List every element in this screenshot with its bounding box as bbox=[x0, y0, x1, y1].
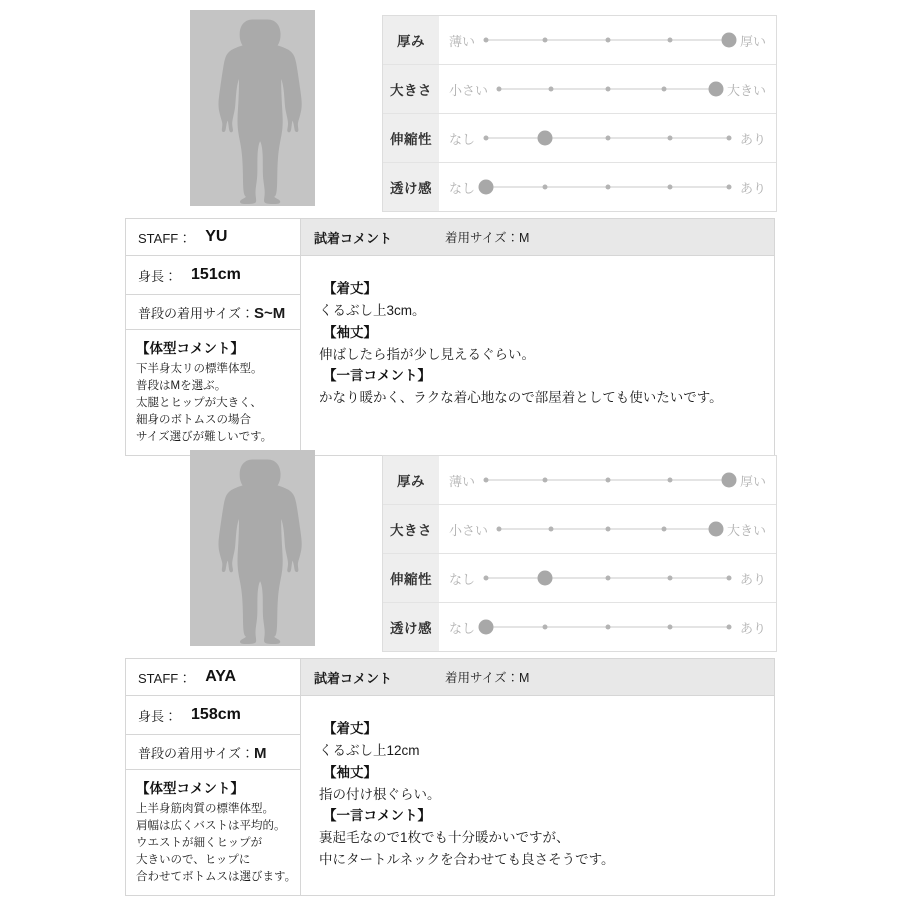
worn-size-label: 着用サイズ：M bbox=[445, 671, 530, 685]
rating-label: 伸縮性 bbox=[383, 554, 439, 602]
rating-left-label: なし bbox=[449, 180, 476, 196]
rating-dot-2[interactable] bbox=[542, 185, 547, 190]
rating-dot-5[interactable] bbox=[708, 522, 723, 537]
rating-left-label: なし bbox=[449, 620, 476, 636]
rating-dot-3[interactable] bbox=[605, 625, 610, 630]
fitting-comment-column bbox=[301, 659, 774, 895]
rating-dot-2[interactable] bbox=[549, 87, 554, 92]
rating-right-label: あり bbox=[739, 180, 766, 196]
rating-dot-4[interactable] bbox=[661, 87, 666, 92]
usual-size-value: S~M bbox=[253, 304, 286, 322]
rating-dot-1[interactable] bbox=[497, 87, 502, 92]
rating-row-大きさ bbox=[383, 65, 776, 114]
rating-dot-2[interactable] bbox=[542, 478, 547, 483]
comment-section-text: くるぶし上12cm bbox=[319, 742, 420, 758]
rating-dot-3[interactable] bbox=[605, 185, 610, 190]
rating-scale bbox=[439, 16, 776, 64]
comment-section-text: くるぶし上3cm。 bbox=[319, 302, 426, 318]
staff-height-cell bbox=[126, 256, 300, 295]
staff-name-cell bbox=[126, 659, 300, 696]
rating-left-label: 薄い bbox=[449, 33, 476, 49]
rating-row-伸縮性 bbox=[383, 554, 776, 603]
rating-dot-4[interactable] bbox=[668, 136, 673, 141]
comment-section-heading: 【袖丈】 bbox=[323, 764, 377, 780]
worn-size-label: 着用サイズ：M bbox=[445, 231, 530, 245]
rating-dot-3[interactable] bbox=[605, 38, 610, 43]
rating-dot-1[interactable] bbox=[479, 180, 494, 195]
rating-scale bbox=[439, 456, 776, 504]
fitting-comment-column bbox=[301, 219, 774, 455]
body-silhouette-figure bbox=[190, 10, 315, 206]
rating-scale bbox=[439, 554, 776, 602]
body-comment-line: 合わせてボトムスは選びます。 bbox=[136, 871, 297, 884]
rating-row-厚み bbox=[383, 456, 776, 505]
rating-label: 厚み bbox=[383, 16, 439, 64]
rating-scale bbox=[439, 114, 776, 162]
rating-left-label: 小さい bbox=[449, 82, 489, 98]
rating-dot-3[interactable] bbox=[605, 576, 610, 581]
rating-scale bbox=[439, 65, 776, 113]
rating-row-厚み bbox=[383, 16, 776, 65]
rating-dot-2[interactable] bbox=[542, 625, 547, 630]
comment-section-heading: 【袖丈】 bbox=[323, 324, 377, 340]
comment-section-text: かなり暖かく、ラクな着心地なので部屋着としても使いたいです。 bbox=[319, 390, 723, 406]
rating-dot-5[interactable] bbox=[726, 136, 731, 141]
comment-section-text: 伸ばしたら指が少し見えるぐらい。 bbox=[319, 346, 535, 362]
staff-body-comment-cell bbox=[126, 330, 300, 455]
fit-ratings-table bbox=[382, 15, 777, 212]
rating-track[interactable] bbox=[482, 31, 733, 49]
rating-dot-1[interactable] bbox=[484, 576, 489, 581]
staff-profile-column bbox=[126, 219, 301, 455]
rating-dot-5[interactable] bbox=[708, 82, 723, 97]
comment-section-text: 裏起毛なので1枚でも十分暖かいですが、 bbox=[319, 830, 570, 846]
rating-dot-4[interactable] bbox=[668, 478, 673, 483]
rating-label: 透け感 bbox=[383, 603, 439, 651]
fitting-comment-header bbox=[301, 659, 774, 696]
silhouette-icon bbox=[190, 10, 315, 206]
rating-dot-1[interactable] bbox=[497, 527, 502, 532]
rating-dot-5[interactable] bbox=[726, 625, 731, 630]
comment-section-heading: 【着丈】 bbox=[323, 721, 377, 736]
body-comment-line: 上半身筋肉質の標準体型。 bbox=[136, 803, 274, 815]
staff-height-cell bbox=[126, 696, 300, 735]
body-comment-title: 【体型コメント】 bbox=[136, 781, 244, 796]
rating-right-label: 厚い bbox=[739, 33, 766, 49]
height-value: 151cm bbox=[191, 266, 241, 283]
staff-name-value: AYA bbox=[205, 668, 237, 685]
body-comment-line: 大きいので、ヒップに bbox=[136, 854, 251, 867]
usual-size-label: 普段の着用サイズ： bbox=[138, 305, 254, 321]
rating-dot-1[interactable] bbox=[484, 38, 489, 43]
rating-dot-5[interactable] bbox=[726, 576, 731, 581]
staff-usual-size-cell bbox=[126, 735, 300, 770]
rating-dot-2[interactable] bbox=[537, 571, 552, 586]
rating-dot-5[interactable] bbox=[721, 473, 736, 488]
staff-info-table bbox=[125, 218, 775, 456]
rating-scale bbox=[439, 505, 776, 553]
staff-name-cell bbox=[126, 219, 300, 256]
usual-size-value: M bbox=[253, 744, 267, 762]
rating-dot-3[interactable] bbox=[605, 478, 610, 483]
rating-dot-4[interactable] bbox=[668, 576, 673, 581]
rating-scale bbox=[439, 603, 776, 651]
rating-dot-1[interactable] bbox=[479, 620, 494, 635]
rating-row-透け感 bbox=[383, 163, 776, 211]
staff-info-table bbox=[125, 658, 775, 896]
body-comment-line: サイズ選びが難しいです。 bbox=[136, 431, 273, 444]
body-comment-line: 肩幅は広くバストは平均的。 bbox=[136, 820, 286, 833]
rating-label: 伸縮性 bbox=[383, 114, 439, 162]
rating-row-透け感 bbox=[383, 603, 776, 651]
usual-size-label: 普段の着用サイズ： bbox=[138, 745, 254, 761]
rating-dot-4[interactable] bbox=[668, 185, 673, 190]
rating-dot-5[interactable] bbox=[721, 33, 736, 48]
fitting-comment-body bbox=[301, 696, 774, 895]
height-value: 158cm bbox=[191, 706, 241, 723]
rating-track[interactable] bbox=[482, 471, 733, 489]
rating-row-大きさ bbox=[383, 505, 776, 554]
body-comment-line: 細身のボトムスの場合 bbox=[136, 414, 251, 427]
body-comment-line: ウエストが細くヒップが bbox=[136, 837, 263, 850]
rating-dot-5[interactable] bbox=[726, 185, 731, 190]
rating-right-label: 大きい bbox=[726, 82, 766, 98]
rating-dot-3[interactable] bbox=[605, 527, 610, 532]
fitting-comment-header bbox=[301, 219, 774, 256]
rating-track[interactable] bbox=[495, 520, 720, 538]
staff-profile-column bbox=[126, 659, 301, 895]
rating-track[interactable] bbox=[482, 569, 733, 587]
height-label: 身長： bbox=[138, 268, 178, 284]
body-comment-line: 下半身太リの標準体型。 bbox=[136, 363, 263, 375]
comment-section-text: 指の付け根ぐらい。 bbox=[319, 786, 441, 802]
rating-track[interactable] bbox=[495, 80, 720, 98]
staff-label: STAFF： bbox=[138, 230, 192, 246]
staff-name-value: YU bbox=[205, 228, 228, 245]
rating-left-label: 薄い bbox=[449, 473, 476, 489]
rating-dot-4[interactable] bbox=[668, 625, 673, 630]
rating-right-label: 厚い bbox=[739, 473, 766, 489]
rating-dot-2[interactable] bbox=[549, 527, 554, 532]
rating-right-label: あり bbox=[739, 131, 766, 147]
rating-dot-3[interactable] bbox=[605, 136, 610, 141]
fitting-comment-title: 試着コメント bbox=[314, 670, 393, 686]
rating-dot-4[interactable] bbox=[668, 38, 673, 43]
height-label: 身長： bbox=[138, 708, 178, 724]
silhouette-icon bbox=[190, 450, 315, 646]
rating-dot-3[interactable] bbox=[605, 87, 610, 92]
staff-body-comment-cell bbox=[126, 770, 300, 895]
fitting-comment-title: 試着コメント bbox=[314, 230, 393, 246]
staff-usual-size-cell bbox=[126, 295, 300, 330]
rating-dot-1[interactable] bbox=[484, 478, 489, 483]
comment-section-heading: 【一言コメント】 bbox=[323, 368, 431, 384]
rating-dot-1[interactable] bbox=[484, 136, 489, 141]
rating-left-label: なし bbox=[449, 571, 476, 587]
fit-ratings-table bbox=[382, 455, 777, 652]
rating-track[interactable] bbox=[482, 129, 733, 147]
rating-right-label: 大きい bbox=[726, 522, 766, 538]
usual-size-text bbox=[138, 743, 266, 762]
rating-scale bbox=[439, 163, 776, 211]
rating-track[interactable] bbox=[482, 618, 733, 636]
body-comment-line: 普段はMを選ぶ。 bbox=[136, 380, 227, 393]
rating-dot-4[interactable] bbox=[661, 527, 666, 532]
body-comment-line: 太腿とヒップが大きく、 bbox=[136, 397, 262, 410]
rating-dot-2[interactable] bbox=[537, 131, 552, 146]
rating-track[interactable] bbox=[482, 178, 733, 196]
body-comment-title: 【体型コメント】 bbox=[136, 341, 244, 356]
rating-label: 大きさ bbox=[383, 505, 439, 553]
rating-dot-2[interactable] bbox=[542, 38, 547, 43]
staff-label: STAFF： bbox=[138, 670, 192, 686]
rating-label: 大きさ bbox=[383, 65, 439, 113]
comment-section-heading: 【一言コメント】 bbox=[323, 808, 431, 824]
body-silhouette-figure bbox=[190, 450, 315, 646]
rating-right-label: あり bbox=[739, 620, 766, 636]
comment-section-heading: 【着丈】 bbox=[323, 281, 377, 296]
comment-section-text: 中にタートルネックを合わせても良さそうです。 bbox=[319, 852, 615, 868]
rating-left-label: 小さい bbox=[449, 522, 489, 538]
usual-size-text bbox=[138, 303, 285, 322]
rating-label: 厚み bbox=[383, 456, 439, 504]
rating-label: 透け感 bbox=[383, 163, 439, 211]
fitting-comment-body bbox=[301, 256, 774, 455]
rating-row-伸縮性 bbox=[383, 114, 776, 163]
rating-right-label: あり bbox=[739, 571, 766, 587]
rating-left-label: なし bbox=[449, 131, 476, 147]
